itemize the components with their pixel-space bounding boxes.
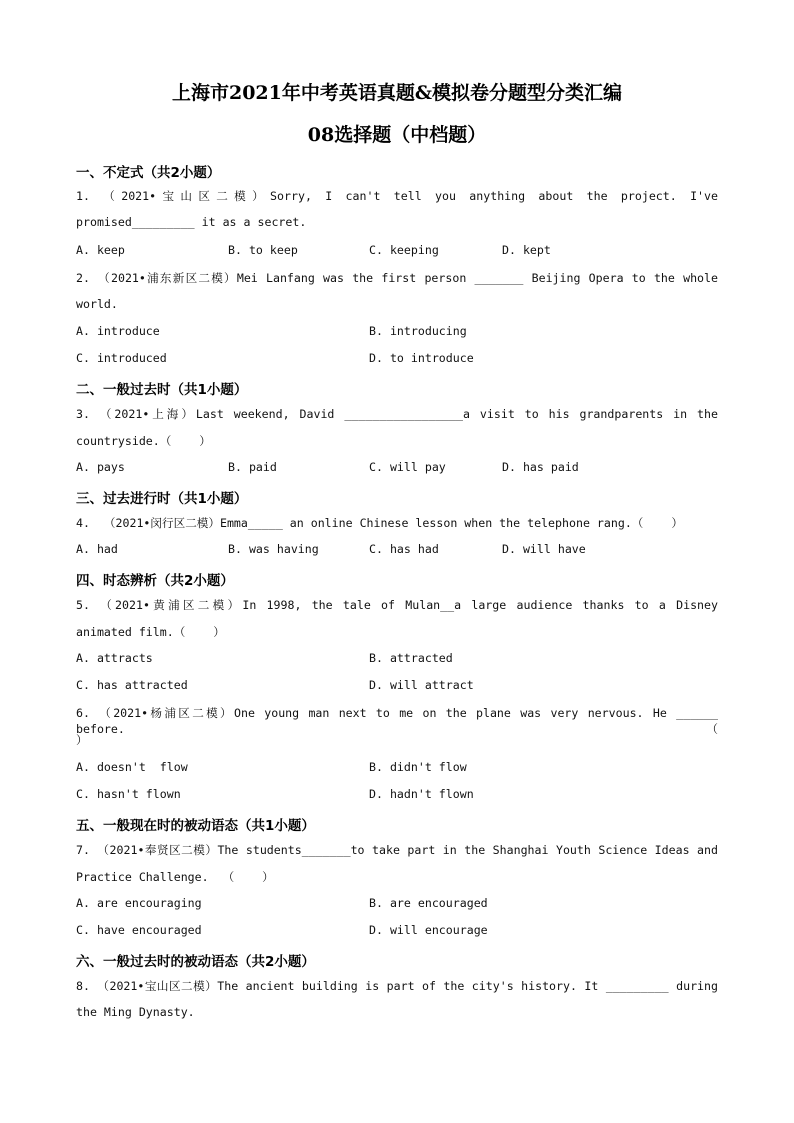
option-c[interactable]: C. will pay [369,460,446,474]
option-b[interactable]: B. attracted [369,651,453,665]
option-d[interactable]: D. will have [502,542,586,556]
section-heading: 六、一般过去时的被动语态（共2小题） [76,954,315,970]
option-b[interactable]: B. didn't flow [369,760,467,774]
option-a[interactable]: A. had [76,542,118,556]
question-text: Practice Challenge. （ ） [76,870,274,884]
question-text: 5. （2021•黄浦区二模）In 1998, the tale of Mulan__a large audience thanks to a Disney [76,598,718,612]
question-text: 6. （2021•杨浦区二模）One young man next to me on the plane was very nervous. He ______ before.（ [76,706,718,736]
question-text: 8. （2021•宝山区二模）The ancient building is part of the city's history. It _________ during [76,979,718,993]
question-text: countryside.（ ） [76,434,211,448]
section-heading: 四、时态辨析（共2小题） [76,573,234,589]
question-text: world. [76,297,118,311]
option-b[interactable]: B. was having [228,542,319,556]
document-subtitle: 08选择题（中档题） [307,124,487,146]
section-heading: 五、一般现在时的被动语态（共1小题） [76,818,315,834]
question-text: promised_________ it as a secret. [76,215,307,229]
option-c[interactable]: C. introduced [76,351,167,365]
question-text: 7. （2021•奉贤区二模）The students_______to take part in the Shanghai Youth Science Ideas and [76,843,718,857]
option-a[interactable]: A. introduce [76,324,160,338]
option-b[interactable]: B. introducing [369,324,467,338]
question-text: ） [76,733,88,747]
question-text: 4. （2021•闵行区二模）Emma_____ an online Chinese lesson when the telephone rang.（ ） [76,516,683,530]
option-a[interactable]: A. pays [76,460,125,474]
section-heading: 三、过去进行时（共1小题） [76,491,248,507]
question-text: animated film.（ ） [76,625,225,639]
section-heading: 二、一般过去时（共1小题） [76,382,248,398]
option-b[interactable]: B. paid [228,460,277,474]
section-heading: 一、不定式（共2小题） [76,165,221,181]
option-a[interactable]: A. attracts [76,651,153,665]
question-text: the Ming Dynasty. [76,1005,195,1019]
option-c[interactable]: C. have encouraged [76,923,202,937]
option-d[interactable]: D. kept [502,243,551,257]
option-d[interactable]: D. hadn't flown [369,787,474,801]
option-c[interactable]: C. keeping [369,243,439,257]
question-text: 1. （2021•宝山区二模）Sorry, I can't tell you anything about the project. I've [76,189,718,203]
option-d[interactable]: D. will encourage [369,923,488,937]
document-title: 上海市2021年中考英语真题&模拟卷分题型分类汇编 [171,82,623,104]
option-c[interactable]: C. has attracted [76,678,188,692]
option-b[interactable]: B. are encouraged [369,896,488,910]
option-a[interactable]: A. doesn't flow [76,760,188,774]
option-d[interactable]: D. has paid [502,460,579,474]
option-d[interactable]: D. to introduce [369,351,474,365]
option-c[interactable]: C. hasn't flown [76,787,181,801]
option-c[interactable]: C. has had [369,542,439,556]
question-text: 2. （2021•浦东新区二模）Mei Lanfang was the first person _______ Beijing Opera to the whole [76,271,718,285]
option-a[interactable]: A. are encouraging [76,896,202,910]
option-d[interactable]: D. will attract [369,678,474,692]
option-a[interactable]: A. keep [76,243,125,257]
option-b[interactable]: B. to keep [228,243,298,257]
question-text: 3. （2021•上海）Last weekend, David _________________a visit to his grandparents in the [76,407,718,421]
